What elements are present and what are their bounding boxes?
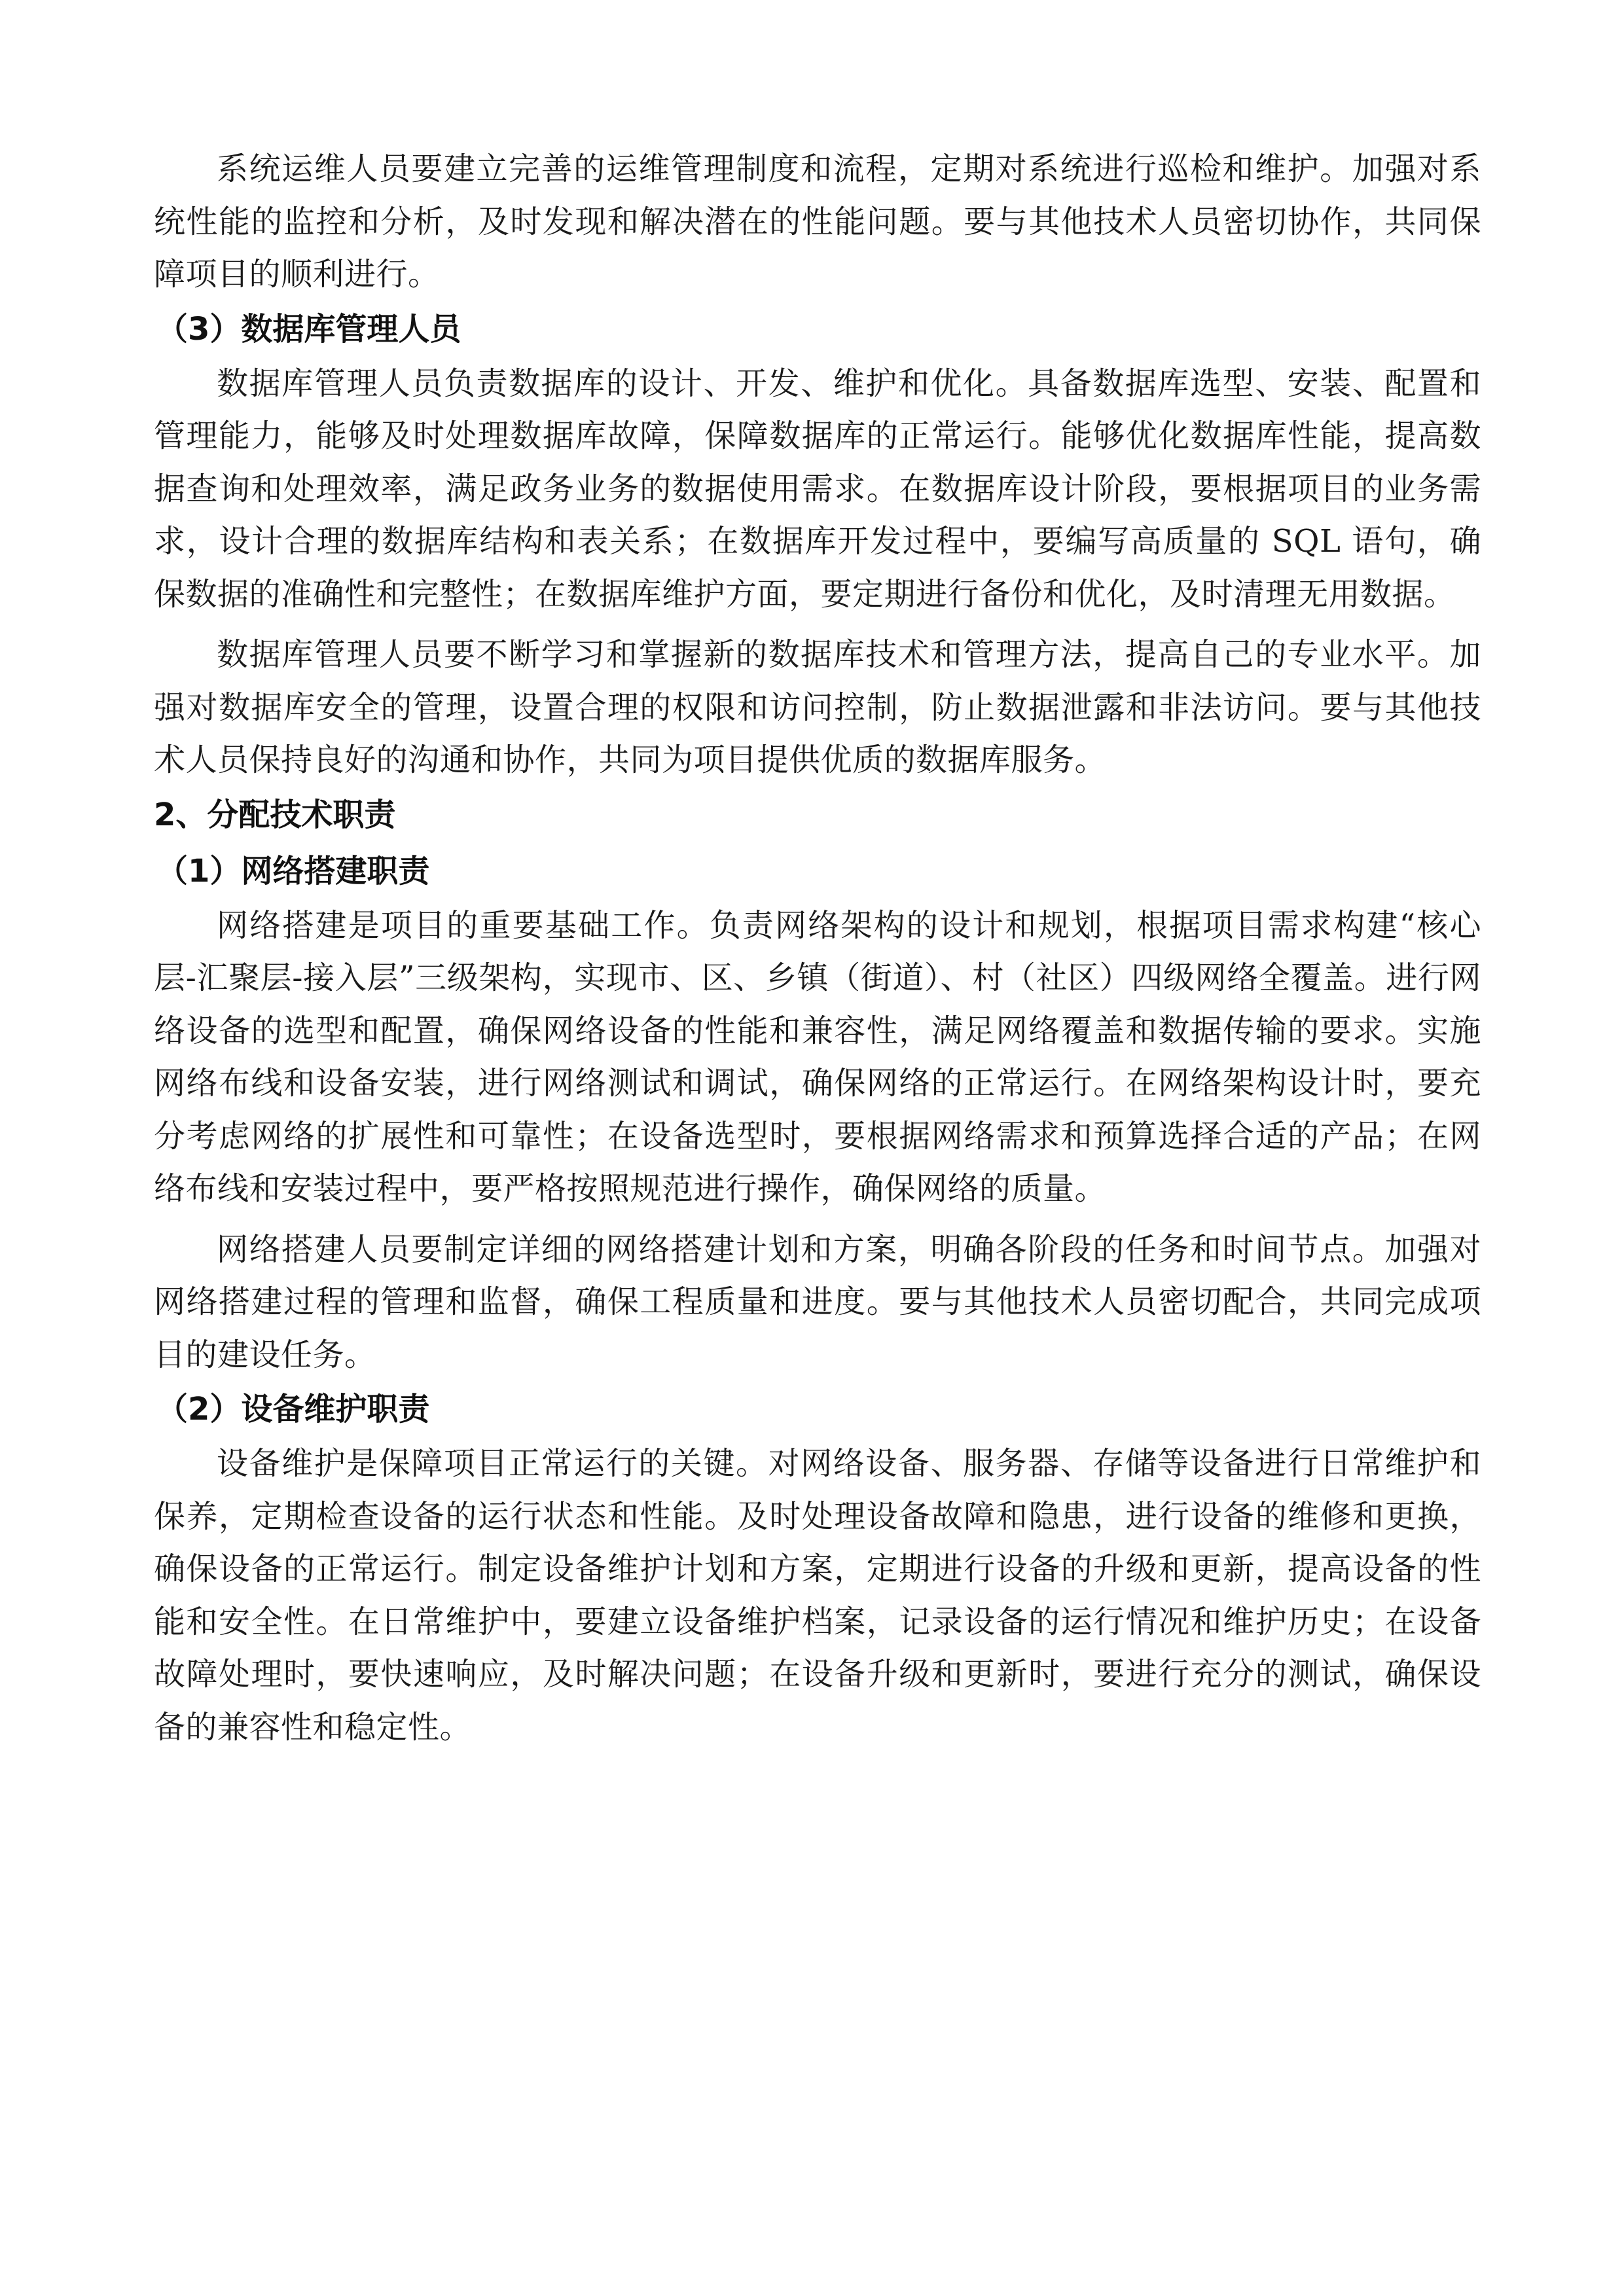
paragraph-database-admin-duties: 数据库管理人员负责数据库的设计、开发、维护和优化。具备数据库选型、安装、配置和管理能力，能够及时处理数据库故障，保障数据库的正常运行。能够优化数据库性能，提高数据查询和处理效率，满足政务业务的数据使用需求。在数据库设计阶段，要根据项目的业务需求，设计合理的数据库结构和表关系；在数据库开发过程中，要编写高质量的 SQL 语句，确保数据的准确性和完整性；在数据库维护方面，要定期进行备份和优化，及时清理无用数据。 [154,365,1481,613]
paragraph-network-building-plan: 网络搭建人员要制定详细的网络搭建计划和方案，明确各阶段的任务和时间节点。加强对网络搭建过程的管理和监督，确保工程质量和进度。要与其他技术人员密切配合，共同完成项目的建设任务。 [154,1230,1481,1373]
subheading-database-admin: （3）数据库管理人员 [156,310,461,348]
subheading-device-maintenance: （2）设备维护职责 [156,1391,430,1427]
document-body [154,143,1481,1753]
paragraph-device-maintenance-duties: 设备维护是保障项目正常运行的关键。对网络设备、服务器、存储等设备进行日常维护和保养，定期检查设备的运行状态和性能。及时处理设备故障和隐患，进行设备的维修和更换，确保设备的正常运行。制定设备维护计划和方案，定期进行设备的升级和更新，提高设备的性能和安全性。在日常维护中，要建立设备维护档案，记录设备的运行情况和维护历史；在设备故障处理时，要快速响应，及时解决问题；在设备升级和更新时，要进行充分的测试，确保设备的兼容性和稳定性。 [154,1445,1481,1746]
subheading-network-building: （1）网络搭建职责 [156,852,430,889]
paragraph-database-admin-learning: 数据库管理人员要不断学习和掌握新的数据库技术和管理方法，提高自己的专业水平。加强对数据库安全的管理，设置合理的权限和访问控制，防止数据泄露和非法访问。要与其他技术人员保持良好的沟通和协作，共同为项目提供优质的数据库服务。 [154,636,1481,778]
heading-assign-technical-duties: 2、分配技术职责 [154,796,396,833]
paragraph-network-building-duties: 网络搭建是项目的重要基础工作。负责网络架构的设计和规划，根据项目需求构建“核心层-汇聚层-接入层”三级架构，实现市、区、乡镇（街道）、村（社区）四级网络全覆盖。进行网络设备的选型和配置，确保网络设备的性能和兼容性，满足网络覆盖和数据传输的要求。实施网络布线和设备安装，进行网络测试和调试，确保网络的正常运行。在网络架构设计时，要充分考虑网络的扩展性和可靠性；在设备选型时，要根据网络需求和预算选择合适的产品；在网络布线和安装过程中，要严格按照规范进行操作，确保网络的质量。 [154,906,1481,1207]
paragraph-ops-staff: 系统运维人员要建立完善的运维管理制度和流程，定期对系统进行巡检和维护。加强对系统性能的监控和分析，及时发现和解决潜在的性能问题。要与其他技术人员密切协作，共同保障项目的顺利进行。 [154,151,1481,293]
